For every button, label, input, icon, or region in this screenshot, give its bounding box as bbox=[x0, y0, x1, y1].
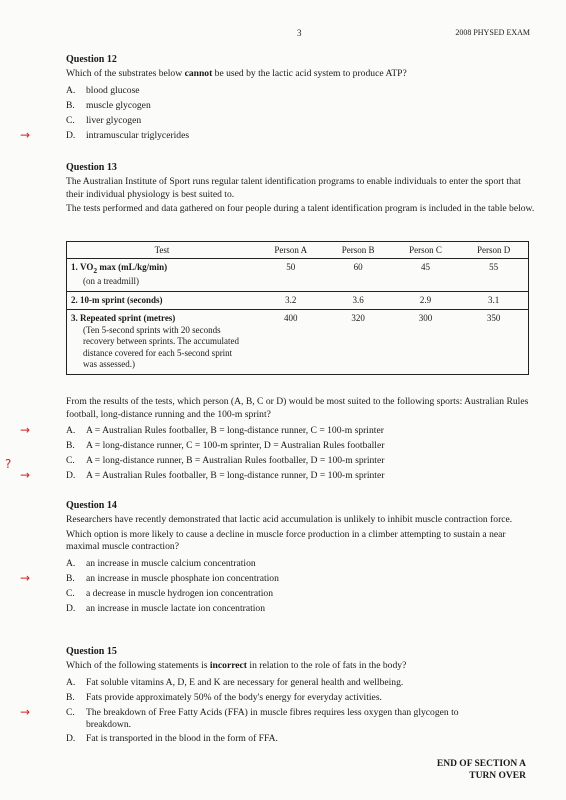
handwritten-arrow-icon: → bbox=[20, 704, 31, 719]
option-letter: C. bbox=[66, 114, 75, 126]
stem-text: be used by the lactic acid system to produce ATP? bbox=[212, 68, 407, 79]
footer-line: TURN OVER bbox=[469, 771, 526, 781]
table-row bbox=[67, 259, 529, 292]
footer-line: END OF SECTION A bbox=[436, 759, 526, 769]
option-text: intramuscular triglycerides bbox=[86, 129, 190, 141]
option-b[interactable] bbox=[66, 438, 536, 453]
option-letter: A. bbox=[66, 425, 76, 436]
option-letter: D. bbox=[66, 602, 76, 614]
test-name: Repeated sprint (metres) bbox=[80, 313, 176, 324]
handwritten-arrow-icon: → bbox=[20, 127, 31, 142]
question-14 bbox=[20, 500, 536, 616]
option-d[interactable] bbox=[20, 127, 536, 143]
question-intro: Researchers have recently demonstrated that lactic acid accumulation is unlikely to inhibit muscle contraction force. bbox=[66, 514, 513, 525]
table-cell: 400 bbox=[283, 313, 298, 324]
stem-emphasis: cannot bbox=[184, 68, 213, 79]
end-of-section bbox=[437, 758, 526, 782]
question-title: Question 13 bbox=[66, 162, 117, 173]
option-text: Fat is transported in the blood in the form of FFA. bbox=[86, 732, 278, 744]
question-stem: Which option is more likely to cause a decline in muscle force production in a climber attempting to sustain a near maximal muscle contraction? bbox=[66, 528, 506, 552]
table-cell: 350 bbox=[486, 313, 501, 324]
option-c[interactable] bbox=[20, 704, 536, 731]
table-cell: 50 bbox=[257, 259, 324, 292]
option-b[interactable] bbox=[66, 98, 536, 113]
column-header: Test bbox=[67, 242, 258, 259]
option-letter: B. bbox=[66, 572, 75, 584]
option-letter: B. bbox=[66, 440, 75, 451]
table-row bbox=[67, 291, 529, 310]
stem-text: Which of the substrates below bbox=[66, 68, 185, 79]
option-text: A = long-distance runner, C = 100-m sprinter, D = Australian Rules footballer bbox=[86, 440, 385, 451]
option-letter: D. bbox=[66, 470, 76, 481]
column-header: Person D bbox=[459, 242, 528, 259]
option-c[interactable] bbox=[66, 113, 536, 128]
test-name-cell bbox=[67, 259, 258, 292]
question-title: Question 14 bbox=[66, 500, 117, 511]
test-name-cell bbox=[67, 310, 258, 375]
option-a[interactable] bbox=[66, 556, 536, 571]
test-number: 3. bbox=[71, 313, 78, 324]
option-letter: C. bbox=[66, 587, 75, 599]
option-b[interactable] bbox=[66, 690, 536, 705]
table-cell: 60 bbox=[324, 259, 391, 292]
test-number: 2. bbox=[71, 294, 78, 305]
table-cell: 55 bbox=[459, 259, 528, 292]
handwritten-arrow-icon: → bbox=[20, 570, 31, 585]
handwritten-arrow-icon: → bbox=[20, 423, 31, 437]
question-title: Question 12 bbox=[66, 54, 117, 65]
question-13-stem bbox=[20, 396, 536, 483]
table-cell: 3.1 bbox=[459, 291, 528, 310]
option-text: A = Australian Rules footballer, B = long-distance runner, D = 100-m sprinter bbox=[86, 470, 385, 481]
question-13 bbox=[66, 162, 536, 218]
test-name: 10-m sprint (seconds) bbox=[80, 294, 163, 305]
option-c[interactable] bbox=[66, 453, 536, 468]
table-cell: 300 bbox=[418, 313, 433, 324]
option-letter: B. bbox=[66, 691, 75, 703]
table-cell: 3.2 bbox=[257, 291, 324, 310]
option-letter: C. bbox=[66, 706, 75, 718]
option-a[interactable] bbox=[66, 83, 536, 98]
option-text: an increase in muscle calcium concentration bbox=[86, 557, 256, 569]
test-note: (Ten 5-second sprints with 20 seconds recovery between sprints. The accumulated distance covered for each 5-second sprint was assessed.) bbox=[83, 324, 240, 370]
page-number: 3 bbox=[297, 28, 302, 38]
option-text: a decrease in muscle hydrogen ion concentration bbox=[86, 587, 274, 599]
stem-text: in relation to the role of fats in the body? bbox=[247, 660, 407, 671]
test-subscript: 2 bbox=[93, 265, 98, 275]
option-d[interactable] bbox=[20, 468, 536, 483]
table-cell: 2.9 bbox=[392, 291, 459, 310]
table-row bbox=[67, 310, 529, 375]
option-text: Fat soluble vitamins A, D, E and K are necessary for general health and wellbeing. bbox=[86, 676, 404, 688]
results-table bbox=[66, 241, 529, 375]
table-cell: 3.6 bbox=[324, 291, 391, 310]
test-label: VO bbox=[80, 262, 94, 272]
column-header: Person A bbox=[257, 242, 324, 259]
question-intro: The Australian Institute of Sport runs regular talent identification programs to enable individuals to enter the sport that their individual physiology is best suited to. bbox=[66, 176, 521, 200]
option-a[interactable] bbox=[66, 675, 536, 690]
option-c[interactable] bbox=[66, 586, 536, 601]
table-cell: 45 bbox=[392, 259, 459, 292]
option-a[interactable] bbox=[20, 423, 536, 438]
test-name-cell bbox=[67, 291, 258, 310]
question-title: Question 15 bbox=[66, 646, 117, 657]
option-letter: A. bbox=[66, 676, 76, 688]
test-name bbox=[80, 262, 168, 275]
option-letter: C. bbox=[66, 455, 75, 466]
option-text: A = long-distance runner, B = Australian Rules footballer, D = 100-m sprinter bbox=[86, 455, 385, 466]
option-letter: A. bbox=[66, 557, 76, 569]
option-letter: A. bbox=[66, 84, 76, 96]
stem-text: Which of the following statements is bbox=[66, 660, 210, 671]
column-header: Person B bbox=[324, 242, 391, 259]
question-stem: From the results of the tests, which person (A, B, C or D) would be most suited to the following sports: Australian Rules football, long-distance running and the 100-m sprint? bbox=[66, 396, 529, 420]
option-text: muscle glycogen bbox=[86, 99, 151, 111]
exam-title: 2008 PHYSED EXAM bbox=[455, 28, 530, 37]
option-d[interactable] bbox=[66, 731, 536, 746]
test-label: max (mL/kg/min) bbox=[97, 262, 168, 272]
stem-emphasis: incorrect bbox=[209, 660, 248, 671]
option-b[interactable] bbox=[20, 570, 536, 586]
handwritten-arrow-icon: → bbox=[20, 468, 31, 482]
table-cell: 320 bbox=[351, 313, 365, 324]
handwritten-question-mark: ? bbox=[5, 457, 12, 471]
question-intro: The tests performed and data gathered on four people during a talent identification program is included in the table below. bbox=[66, 203, 535, 214]
option-letter: D. bbox=[66, 732, 76, 744]
option-text: A = Australian Rules footballer, B = long-distance runner, C = 100-m sprinter bbox=[86, 425, 384, 436]
option-text: liver glycogen bbox=[86, 114, 142, 126]
option-text: blood glucose bbox=[86, 84, 140, 96]
option-text: Fats provide approximately 50% of the body's energy for everyday activities. bbox=[86, 691, 382, 703]
option-letter: D. bbox=[66, 129, 76, 141]
option-text: an increase in muscle phosphate ion concentration bbox=[86, 572, 279, 584]
option-text: an increase in muscle lactate ion concentration bbox=[86, 602, 266, 614]
option-text: breakdown. bbox=[86, 718, 132, 730]
test-number: 1. bbox=[71, 262, 78, 272]
option-d[interactable] bbox=[66, 601, 536, 616]
option-letter: B. bbox=[66, 99, 75, 111]
question-12 bbox=[20, 54, 536, 143]
column-header: Person C bbox=[392, 242, 459, 259]
question-stem bbox=[66, 68, 536, 81]
table-header-row bbox=[67, 242, 529, 259]
question-stem bbox=[66, 660, 536, 673]
test-note: (on a treadmill) bbox=[83, 276, 139, 287]
question-15 bbox=[20, 646, 536, 746]
option-text: The breakdown of Free Fatty Acids (FFA) in muscle fibres requires less oxygen than glycogen to bbox=[86, 706, 459, 718]
